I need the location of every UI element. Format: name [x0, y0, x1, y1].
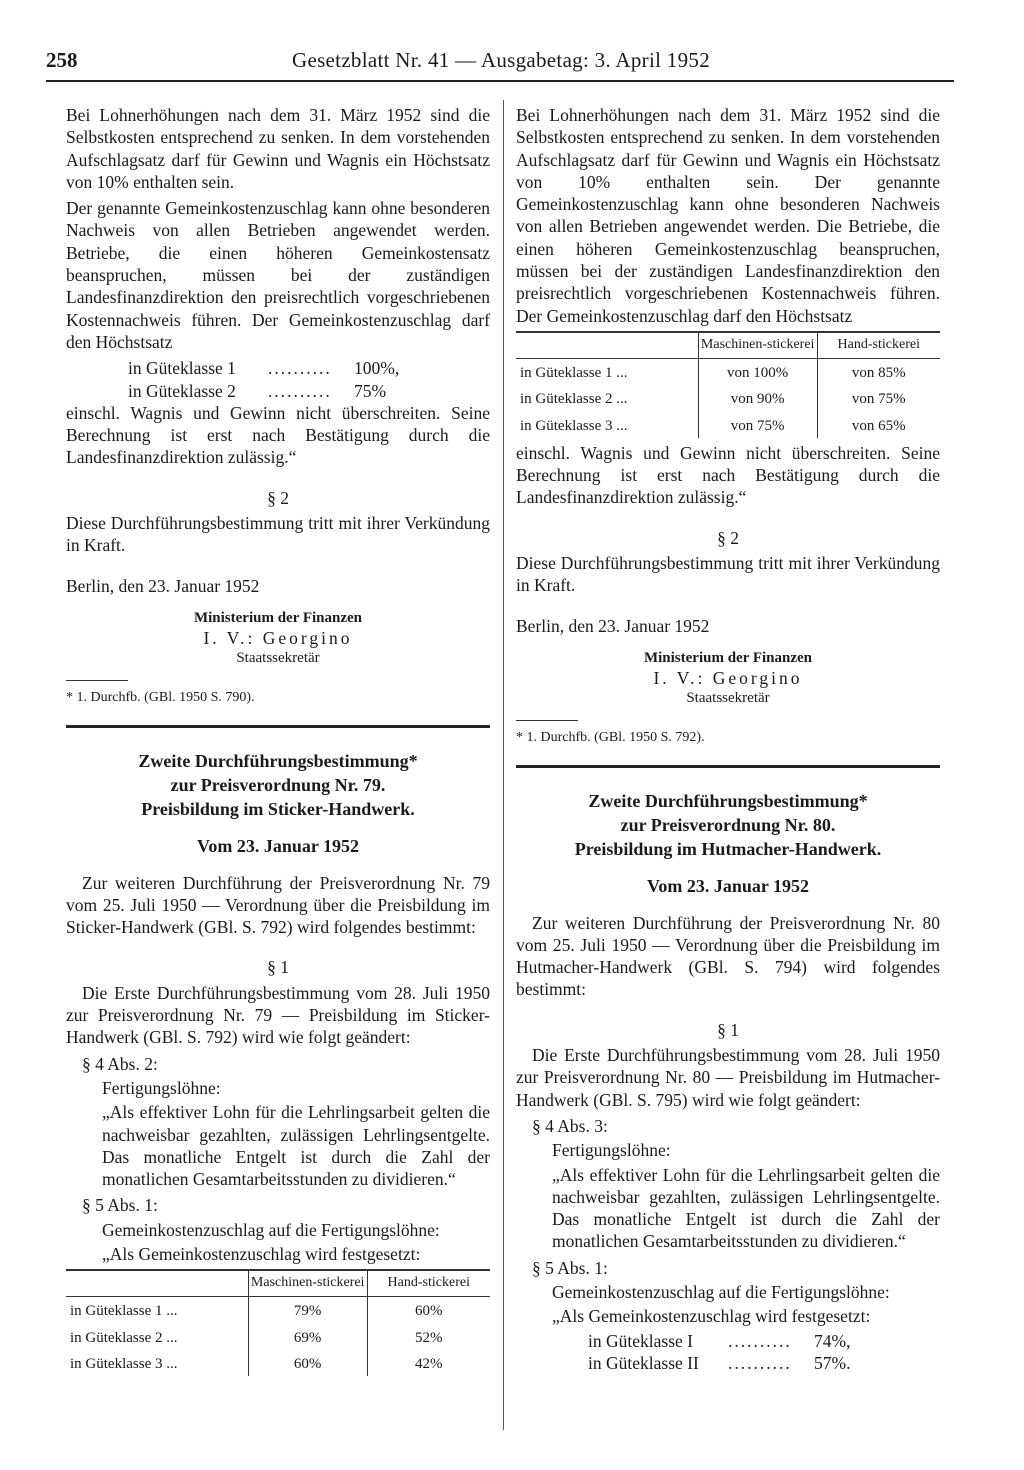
table-cell: in Güteklasse 2 ... [70, 1329, 178, 1346]
rate-line [66, 357, 490, 379]
table-cell: 60% [248, 1350, 367, 1376]
quoted-text: „Als Gemeinkostenzuschlag wird festgesetzt: [552, 1306, 871, 1327]
rate-line [516, 1330, 940, 1352]
right-column [516, 104, 940, 1374]
ordinance-title [66, 750, 490, 821]
table-cell: 69% [248, 1324, 367, 1350]
table-row [516, 358, 940, 385]
section-separator [516, 765, 940, 768]
title-line: Zweite Durchführungsbestimmung* [138, 751, 418, 772]
paragraph: Zur weiteren Durchführung der Preisverordnung Nr. 80 vom 25. Juli 1950 — Verordnung über die Preisbildung im Hutmacher-Handwerk (GBl. S. 794) wird folgendes bestimmt: [516, 912, 940, 1000]
table-cell: 42% [415, 1355, 443, 1372]
table-cell: in Güteklasse 1 ... [70, 1303, 178, 1320]
section-sign: § 1 [717, 1019, 739, 1040]
rate-label: in Güteklasse I [588, 1330, 693, 1351]
paragraph: einschl. Wagnis und Gewinn nicht überschreiten. Seine Berechnung ist erst nach Bestätigung durch die Landesfinanzdirektion zulässig.“ [66, 402, 490, 468]
place-date: Berlin, den 23. Januar 1952 [66, 575, 260, 596]
footnote: * 1. Durchfb. (GBl. 1950 S. 790). [66, 689, 255, 705]
table-row [66, 1297, 490, 1324]
table-header-row [66, 1270, 490, 1297]
footnote: * 1. Durchfb. (GBl. 1950 S. 792). [516, 729, 705, 745]
subsection-ref: § 4 Abs. 3: [532, 1115, 608, 1136]
rate-label: in Güteklasse 2 [128, 380, 236, 401]
table-cell: von 65% [851, 417, 906, 434]
paragraph: einschl. Wagnis und Gewinn nicht überschreiten. Seine Berechnung ist erst nach Bestätigung durch die Landesfinanzdirektion zulässig.“ [516, 442, 940, 508]
paragraph: Bei Lohnerhöhungen nach dem 31. März 1952 sind die Selbstkosten entsprechend zu senken. In dem vorstehenden Aufschlagsatz darf für Gewinn und Wagnis ein Höchstsatz von 10% enthalten sein. [66, 105, 490, 192]
ministry-name: Ministerium der Finanzen [193, 609, 363, 626]
signature-block [516, 649, 940, 708]
quoted-text: „Als effektiver Lohn für die Lehrlingsarbeit gelten die nachweisbar gezahlten, zulässigen Lehrlingsentgelte. Das monatliche Entgelt ist durch die Zahl der monatlichen Gesamtarbeitsstunden zu dividieren.“ [552, 1164, 940, 1252]
page-number: 258 [46, 48, 78, 72]
rate-value: 57%. [814, 1352, 851, 1373]
table-row [66, 1324, 490, 1350]
paragraph: Diese Durchführungsbestimmung tritt mit ihrer Verkündung in Kraft. [66, 513, 490, 556]
table-header: Maschinen-stickerei [248, 1270, 367, 1297]
subsection-heading: Fertigungslöhne: [102, 1077, 221, 1098]
leader-dots: .......... [268, 358, 332, 379]
header-title: Gesetzblatt Nr. 41 — Ausgabetag: 3. April 1952 [292, 48, 710, 72]
table-cell: von 90% [698, 385, 817, 411]
table-header: Hand-stickerei [367, 1270, 490, 1297]
paragraph: Der genannte Gemeinkostenzuschlag kann ohne besonderen Nachweis von allen Betrieben angewendet werden. Betriebe, die einen höheren Gemeinkostensatz beanspruchen, müssen bei der zuständigen Landesfinanzdirektion den preisrechtlich vorgeschriebenen Kostennachweis führen. Der Gemeinkostenzuschlag darf den Höchstsatz [66, 198, 490, 352]
signer-name: I. V.: Georgino [203, 627, 353, 648]
table-cell: von 100% [698, 358, 817, 385]
paragraph: Die Erste Durchführungsbestimmung vom 28. Juli 1950 zur Preisverordnung Nr. 80 — Preisbildung im Hutmacher-Handwerk (GBl. S. 795) wird wie folgt geändert: [516, 1045, 940, 1110]
subsection-heading: Gemeinkostenzuschlag auf die Fertigungslöhne: [102, 1219, 440, 1240]
table-header-empty [516, 332, 698, 359]
signer-role: Staatssekretär [236, 649, 320, 666]
table-cell: in Güteklasse 2 ... [520, 391, 628, 408]
title-line: zur Preisverordnung Nr. 79. [170, 775, 386, 796]
section-sign: § 1 [267, 957, 289, 978]
table-header-row [516, 332, 940, 359]
title-line: Zweite Durchführungsbestimmung* [588, 791, 868, 812]
table-cell: 52% [415, 1329, 443, 1346]
leader-dots: .......... [268, 380, 332, 401]
table-header: Maschinen-stickerei [698, 332, 817, 359]
title-line: zur Preisverordnung Nr. 80. [620, 815, 836, 836]
rate-line [516, 1352, 940, 1374]
left-column [66, 104, 490, 1380]
table-row [516, 385, 940, 411]
paragraph: Zur weiteren Durchführung der Preisverordnung Nr. 79 vom 25. Juli 1950 — Verordnung über die Preisbildung im Sticker-Handwerk (GBl. S. 792) wird folgendes bestimmt: [66, 872, 490, 938]
subsection-heading: Gemeinkostenzuschlag auf die Fertigungslöhne: [552, 1281, 890, 1302]
table-cell: in Güteklasse 3 ... [520, 417, 628, 434]
subsection-ref: § 5 Abs. 1: [82, 1195, 158, 1216]
table-header: Hand-stickerei [817, 332, 940, 359]
title-line: Preisbildung im Hutmacher-Handwerk. [574, 839, 882, 860]
footnote-rule [66, 680, 128, 681]
ministry-name: Ministerium der Finanzen [643, 649, 813, 666]
table-cell: in Güteklasse 3 ... [70, 1355, 178, 1372]
paragraph: Die Erste Durchführungsbestimmung vom 28. Juli 1950 zur Preisverordnung Nr. 79 — Preisbildung im Sticker-Handwerk (GBl. S. 792) wird wie folgt geändert: [66, 982, 490, 1048]
table-cell: 60% [415, 1303, 443, 1320]
quoted-text: „Als effektiver Lohn für die Lehrlingsarbeit gelten die nachweisbar gezahlten, zulässigen Lehrlingsentgelte. Das monatliche Entgelt ist durch die Zahl der monatlichen Gesamtarbeitsstunden zu dividieren.“ [102, 1102, 490, 1190]
place-date: Berlin, den 23. Januar 1952 [516, 615, 710, 636]
rate-label: in Güteklasse II [588, 1352, 699, 1373]
signer-role: Staatssekretär [686, 689, 770, 706]
table-cell: von 75% [698, 412, 817, 438]
section-separator [66, 725, 490, 728]
header-rule [46, 80, 954, 82]
table-cell: von 75% [851, 391, 906, 408]
table-row [516, 412, 940, 438]
ordinance-date: Vom 23. Januar 1952 [646, 876, 810, 897]
rate-value: 100%, [354, 358, 400, 379]
footnote-rule [516, 720, 578, 721]
table-cell: in Güteklasse 1 ... [520, 364, 628, 381]
ordinance-date: Vom 23. Januar 1952 [196, 836, 360, 857]
subsection-ref: § 4 Abs. 2: [82, 1053, 158, 1074]
page-header [46, 48, 946, 78]
column-divider [503, 100, 504, 1430]
paragraph: Bei Lohnerhöhungen nach dem 31. März 1952 sind die Selbstkosten entsprechend zu senken. In dem vorstehenden Aufschlagsatz darf für Gewinn und Wagnis ein Höchstsatz von 10% enthalten sein. Der genannte Gemeinkostenzuschlag kann ohne besonderen Nachweis von allen Betrieben angewendet werden. Die Betriebe, die einen höheren Gemeinkostenzuschlag beanspruchen, müssen bei der zuständigen Landesfinanzdirektion den preisrechtlich vorgeschriebenen Kostennachweis führen. Der Gemeinkostenzuschlag darf den Höchstsatz [516, 105, 940, 326]
rates-table [66, 1269, 490, 1376]
rate-value: 74%, [814, 1330, 851, 1351]
rate-value: 75% [354, 380, 387, 401]
table-header-empty [66, 1270, 248, 1297]
rate-label: in Güteklasse 1 [128, 358, 236, 379]
ordinance-title [516, 790, 940, 861]
subsection-ref: § 5 Abs. 1: [532, 1257, 608, 1278]
section-sign: § 2 [717, 527, 739, 548]
paragraph: Diese Durchführungsbestimmung tritt mit ihrer Verkündung in Kraft. [516, 553, 940, 596]
rate-line [66, 380, 490, 402]
section-sign: § 2 [267, 487, 289, 508]
subsection-heading: Fertigungslöhne: [552, 1140, 671, 1161]
table-cell: 79% [248, 1297, 367, 1324]
rates-table [516, 331, 940, 438]
title-line: Preisbildung im Sticker-Handwerk. [141, 799, 415, 820]
signature-block [66, 609, 490, 668]
signer-name: I. V.: Georgino [653, 667, 803, 688]
table-cell: von 85% [851, 364, 906, 381]
leader-dots: .......... [728, 1330, 792, 1351]
quoted-text: „Als Gemeinkostenzuschlag wird festgesetzt: [102, 1243, 421, 1264]
leader-dots: .......... [728, 1352, 792, 1373]
table-row [66, 1350, 490, 1376]
